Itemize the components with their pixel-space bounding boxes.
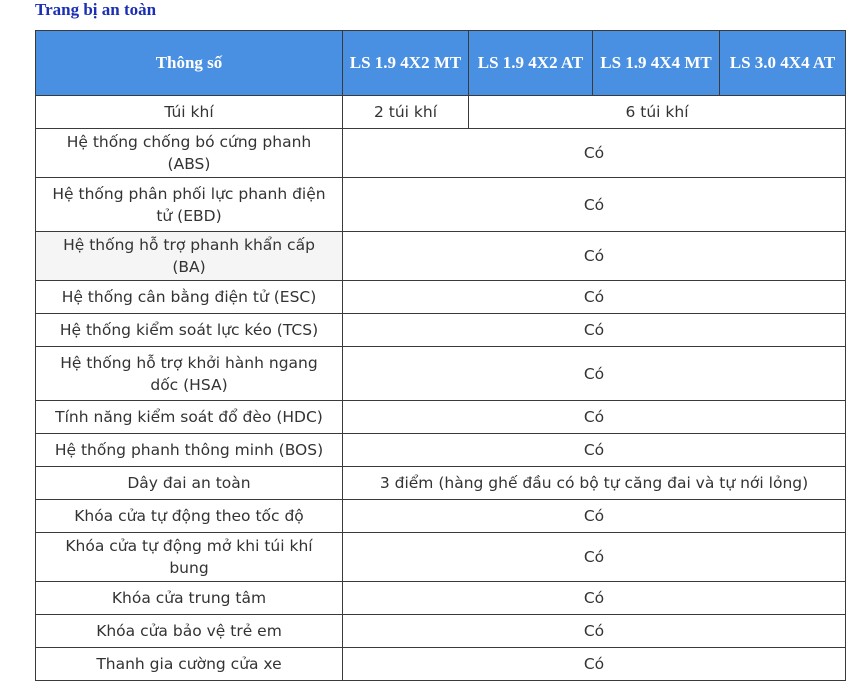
header-model-3: LS 1.9 4X4 MT bbox=[593, 31, 720, 96]
row-label: Hệ thống chống bó cứng phanh (ABS) bbox=[36, 129, 343, 178]
row-label: Hệ thống phanh thông minh (BOS) bbox=[36, 434, 343, 467]
row-label: Khóa cửa bảo vệ trẻ em bbox=[36, 615, 343, 648]
table-row bbox=[36, 96, 846, 129]
header-model-4: LS 3.0 4X4 AT bbox=[720, 31, 846, 96]
row-label: Khóa cửa tự động mở khi túi khí bung bbox=[36, 533, 343, 582]
table-row bbox=[36, 533, 846, 582]
row-label: Túi khí bbox=[36, 96, 343, 129]
table-row bbox=[36, 178, 846, 232]
row-value: 6 túi khí bbox=[469, 96, 846, 129]
header-model-2: LS 1.9 4X2 AT bbox=[469, 31, 593, 96]
row-value: 2 túi khí bbox=[343, 96, 469, 129]
table-row bbox=[36, 500, 846, 533]
table-header-row bbox=[36, 31, 846, 96]
row-value: Có bbox=[343, 281, 846, 314]
row-label: Hệ thống hỗ trợ phanh khẩn cấp (BA) bbox=[36, 232, 343, 281]
row-value: 3 điểm (hàng ghế đầu có bộ tự căng đai và tự nới lỏng) bbox=[343, 467, 846, 500]
row-value: Có bbox=[343, 500, 846, 533]
table-row bbox=[36, 648, 846, 681]
row-label: Hệ thống kiểm soát lực kéo (TCS) bbox=[36, 314, 343, 347]
row-label: Hệ thống hỗ trợ khởi hành ngang dốc (HSA) bbox=[36, 347, 343, 401]
row-label: Khóa cửa trung tâm bbox=[36, 582, 343, 615]
section-title: Trang bị an toàn bbox=[35, 0, 157, 19]
table-row bbox=[36, 615, 846, 648]
table-row bbox=[36, 232, 846, 281]
table-row bbox=[36, 129, 846, 178]
row-value: Có bbox=[343, 434, 846, 467]
row-value: Có bbox=[343, 232, 846, 281]
row-value: Có bbox=[343, 178, 846, 232]
row-value: Có bbox=[343, 582, 846, 615]
table-row bbox=[36, 467, 846, 500]
row-label: Thanh gia cường cửa xe bbox=[36, 648, 343, 681]
table-row bbox=[36, 434, 846, 467]
row-value: Có bbox=[343, 401, 846, 434]
row-label: Hệ thống phân phối lực phanh điện tử (EBD) bbox=[36, 178, 343, 232]
table-row bbox=[36, 401, 846, 434]
row-value: Có bbox=[343, 648, 846, 681]
row-label: Hệ thống cân bằng điện tử (ESC) bbox=[36, 281, 343, 314]
safety-spec-table bbox=[35, 30, 846, 681]
header-spec: Thông số bbox=[36, 31, 343, 96]
row-value: Có bbox=[343, 347, 846, 401]
row-label: Khóa cửa tự động theo tốc độ bbox=[36, 500, 343, 533]
row-label: Dây đai an toàn bbox=[36, 467, 343, 500]
table-row bbox=[36, 347, 846, 401]
row-value: Có bbox=[343, 314, 846, 347]
table-row bbox=[36, 582, 846, 615]
header-model-1: LS 1.9 4X2 MT bbox=[343, 31, 469, 96]
row-value: Có bbox=[343, 615, 846, 648]
row-value: Có bbox=[343, 533, 846, 582]
table-row bbox=[36, 314, 846, 347]
row-label: Tính năng kiểm soát đổ đèo (HDC) bbox=[36, 401, 343, 434]
table-row bbox=[36, 281, 846, 314]
row-value: Có bbox=[343, 129, 846, 178]
